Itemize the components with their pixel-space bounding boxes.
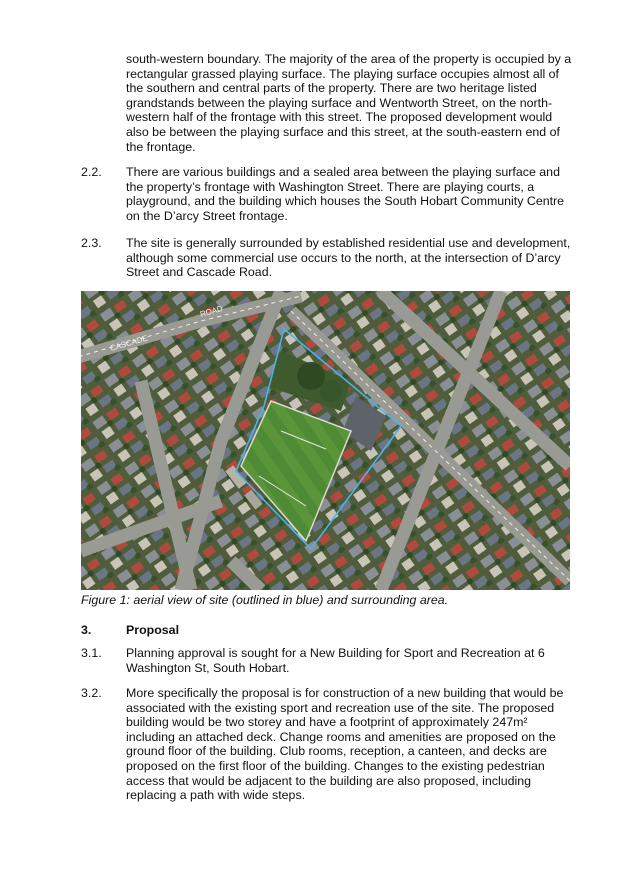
aerial-site-image <box>81 291 570 590</box>
intro-paragraph: south-western boundary. The majority of the area of the property is occupied by a rectangular grassed playing surface. The playing surface occupies almost all of the southern and central parts of the property. There are two heritage listed grandstands between the playing surface and Wentworth Street, on the north-western half of the frontage with this street. The proposed development would also be between the playing surface and this street, at the south-eastern end of the frontage. <box>126 52 572 154</box>
section-number: 3. <box>81 623 92 637</box>
figure-caption: Figure 1: aerial view of site (outlined in blue) and surrounding area. <box>81 593 449 607</box>
road-label-road: ROAD <box>199 303 224 319</box>
paragraph-2-3: The site is generally surrounded by established residential use and development, although some commercial use occurs to the north, at the intersection of D’arcy Street and Cascade Road. <box>126 236 571 280</box>
road-label-cascade: CASCADE <box>109 333 149 353</box>
paragraph-number-3-2: 3.2. <box>81 686 102 700</box>
aerial-map <box>81 291 570 590</box>
paragraph-3-2: More specifically the proposal is for construction of a new building that would be associated with the existing sport and recreation use of the site. The proposed building would be two storey and have a footprint of approximately 247m² including an attached deck. Change rooms and amenities are proposed on the ground floor of the building. Club rooms, reception, a canteen, and decks are proposed on the first floor of the building. Changes to the existing pedestrian access that would be adjacent to the building are also proposed, including replacing a path with wide steps. <box>126 686 564 803</box>
paragraph-number-2-3: 2.3. <box>81 236 102 250</box>
paragraph-2-2: There are various buildings and a sealed area between the playing surface and the property’s frontage with Washington Street. There are playing courts, a playground, and the building which houses the South Hobart Community Centre on the D’arcy Street frontage. <box>126 165 565 223</box>
paragraph-number-2-2: 2.2. <box>81 165 102 179</box>
paragraph-number-3-1: 3.1. <box>81 646 102 660</box>
section-heading: Proposal <box>126 623 180 637</box>
paragraph-3-1: Planning approval is sought for a New Building for Sport and Recreation at 6 Washington St, South Hobart. <box>126 646 545 675</box>
